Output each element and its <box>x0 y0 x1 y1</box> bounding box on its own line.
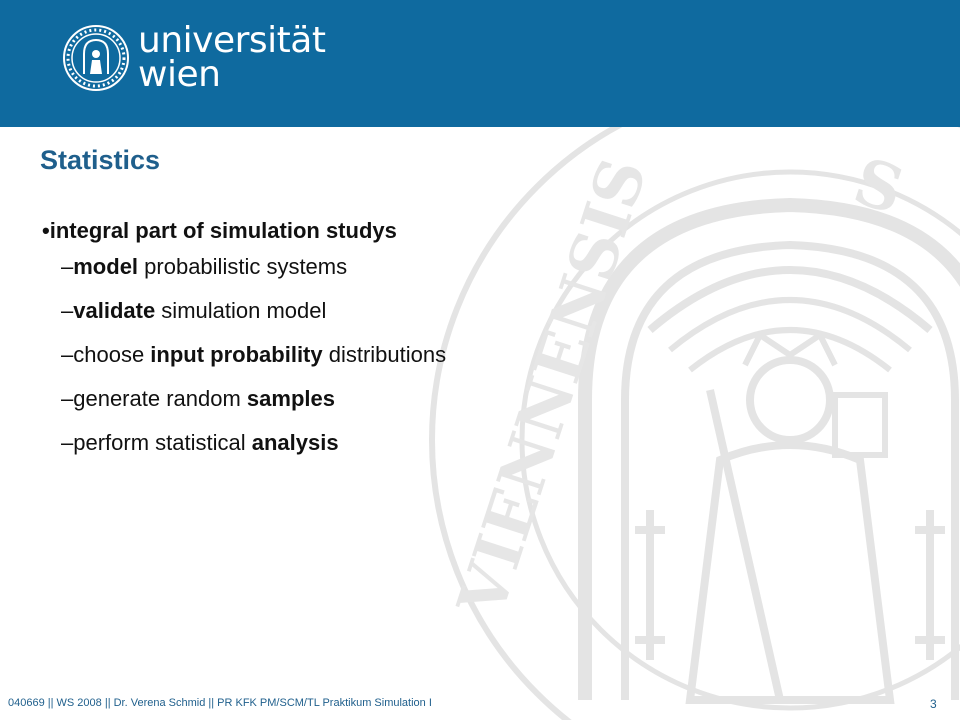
sub-bullet-text: – <box>61 298 74 323</box>
svg-text:S: S <box>845 143 913 230</box>
sub-bullet <box>61 296 602 326</box>
bullet-list <box>42 216 602 472</box>
sub-bullet-text: – <box>61 254 74 279</box>
wordmark-line1: universität <box>138 20 326 61</box>
main-bullet-text: integral part of simulation studys <box>49 218 397 243</box>
slide-title: Statistics <box>40 145 161 175</box>
sub-bullet-emphasis: model <box>73 254 139 279</box>
sub-bullet-emphasis: validate <box>73 298 156 323</box>
university-wordmark <box>138 20 326 95</box>
wordmark-line2: wien <box>138 54 221 95</box>
sub-bullet <box>61 252 602 282</box>
sub-bullet-emphasis: samples <box>246 386 335 411</box>
sub-bullet <box>61 428 602 458</box>
sub-bullet-text: probabilistic systems <box>138 254 348 279</box>
sub-bullet <box>61 384 602 414</box>
university-seal-icon <box>62 24 130 92</box>
footer-text: 040669 || WS 2008 || Dr. Verena Schmid || PR KFK PM/SCM/TL Praktikum Simulation I <box>8 697 432 709</box>
sub-bullet-text: distributions <box>322 342 447 367</box>
sub-bullet-text: –generate random <box>61 386 247 411</box>
sub-bullet-emphasis: analysis <box>251 430 339 455</box>
svg-text:VIENNENSIS: VIENNENSIS <box>443 149 663 625</box>
sub-bullet-list <box>61 252 602 458</box>
header-banner <box>0 0 960 127</box>
sub-bullet-text: –choose <box>61 342 151 367</box>
page-number: 3 <box>930 697 937 711</box>
sub-bullet <box>61 340 602 370</box>
sub-bullet-text: simulation model <box>155 298 327 323</box>
sub-bullet-emphasis: input probability <box>150 342 323 367</box>
main-bullet: •integral part of simulation studys <box>42 218 397 243</box>
sub-bullet-text: –perform statistical <box>61 430 252 455</box>
university-logo <box>62 20 326 95</box>
